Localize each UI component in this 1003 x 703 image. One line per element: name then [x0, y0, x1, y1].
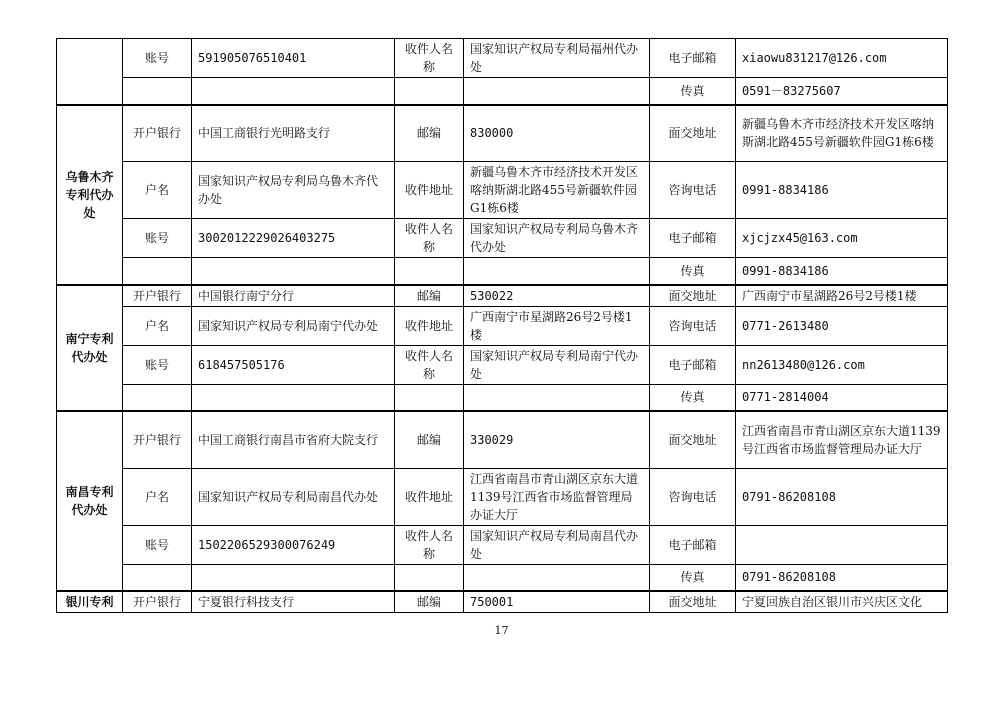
- account-name-value: 国家知识产权局专利局乌鲁木齐代办处: [192, 162, 395, 219]
- recipient-label: 收件人名称: [395, 345, 464, 384]
- bank-label: 开户银行: [123, 591, 192, 613]
- meeting-address-value: 江西省南昌市青山湖区京东大道1139号江西省市场监督管理局办证大厅: [736, 411, 948, 468]
- office-name-nanchang: 南昌专利代办处: [57, 411, 123, 591]
- account-label: 账号: [123, 345, 192, 384]
- postcode-value: 530022: [464, 285, 650, 307]
- empty-cell: [464, 258, 650, 285]
- address-label: 收件地址: [395, 468, 464, 525]
- fax-label: 传真: [650, 564, 736, 591]
- office-cell-fuzhou: [57, 39, 123, 105]
- bank-label: 开户银行: [123, 411, 192, 468]
- email-label: 电子邮箱: [650, 525, 736, 564]
- meeting-address-label: 面交地址: [650, 105, 736, 162]
- fax-value: 0791-86208108: [736, 564, 948, 591]
- bank-label: 开户银行: [123, 105, 192, 162]
- recipient-label: 收件人名称: [395, 525, 464, 564]
- meeting-address-label: 面交地址: [650, 411, 736, 468]
- table-row: [57, 345, 948, 384]
- office-name-yinchuan: 银川专利: [57, 591, 123, 613]
- bank-value: 中国银行南宁分行: [192, 285, 395, 307]
- fax-value: 0591－83275607: [736, 78, 948, 105]
- address-value: 新疆乌鲁木齐市经济技术开发区喀纳斯湖北路455号新疆软件园G1栋6楼: [464, 162, 650, 219]
- empty-cell: [395, 384, 464, 411]
- postcode-value: 330029: [464, 411, 650, 468]
- account-value: 618457505176: [192, 345, 395, 384]
- account-value: 3002012229026403275: [192, 219, 395, 258]
- meeting-address-label: 面交地址: [650, 285, 736, 307]
- empty-cell: [192, 564, 395, 591]
- email-value: xiaowu831217@126.com: [736, 39, 948, 78]
- table-row: [57, 384, 948, 411]
- phone-value: 0991-8834186: [736, 162, 948, 219]
- empty-cell: [395, 564, 464, 591]
- table-row: [57, 219, 948, 258]
- account-label: 账号: [123, 39, 192, 78]
- recipient-value: 国家知识产权局专利局南昌代办处: [464, 525, 650, 564]
- address-value: 江西省南昌市青山湖区京东大道1139号江西省市场监督管理局办证大厅: [464, 468, 650, 525]
- postcode-label: 邮编: [395, 411, 464, 468]
- phone-value: 0771-2613480: [736, 306, 948, 345]
- meeting-address-label: 面交地址: [650, 591, 736, 613]
- email-value: xjcjzx45@163.com: [736, 219, 948, 258]
- phone-value: 0791-86208108: [736, 468, 948, 525]
- table-row: [57, 258, 948, 285]
- table-row: [57, 411, 948, 468]
- empty-cell: [192, 384, 395, 411]
- postcode-value: 830000: [464, 105, 650, 162]
- account-name-value: 国家知识产权局专利局南昌代办处: [192, 468, 395, 525]
- table-row: [57, 285, 948, 307]
- bank-label: 开户银行: [123, 285, 192, 307]
- meeting-address-value: 新疆乌鲁木齐市经济技术开发区喀纳斯湖北路455号新疆软件园G1栋6楼: [736, 105, 948, 162]
- recipient-value: 国家知识产权局专利局乌鲁木齐代办处: [464, 219, 650, 258]
- email-value: [736, 525, 948, 564]
- meeting-address-value: 广西南宁市星湖路26号2号楼1楼: [736, 285, 948, 307]
- table-row: [57, 162, 948, 219]
- empty-cell: [192, 258, 395, 285]
- email-value: nn2613480@126.com: [736, 345, 948, 384]
- email-label: 电子邮箱: [650, 39, 736, 78]
- empty-cell: [464, 78, 650, 105]
- empty-cell: [123, 258, 192, 285]
- fax-label: 传真: [650, 78, 736, 105]
- email-label: 电子邮箱: [650, 219, 736, 258]
- table-row: [57, 78, 948, 105]
- empty-cell: [123, 78, 192, 105]
- empty-cell: [123, 564, 192, 591]
- office-name-urumqi: 乌鲁木齐专利代办处: [57, 105, 123, 285]
- empty-cell: [192, 78, 395, 105]
- postcode-value: 750001: [464, 591, 650, 613]
- fax-value: 0771-2814004: [736, 384, 948, 411]
- address-label: 收件地址: [395, 162, 464, 219]
- empty-cell: [395, 258, 464, 285]
- address-value: 广西南宁市星湖路26号2号楼1楼: [464, 306, 650, 345]
- page-number: 17: [494, 624, 509, 637]
- account-value: 591905076510401: [192, 39, 395, 78]
- phone-label: 咨询电话: [650, 162, 736, 219]
- fax-label: 传真: [650, 258, 736, 285]
- fax-label: 传真: [650, 384, 736, 411]
- account-value: 1502206529300076249: [192, 525, 395, 564]
- phone-label: 咨询电话: [650, 468, 736, 525]
- meeting-address-value: 宁夏回族自治区银川市兴庆区文化: [736, 591, 948, 613]
- address-label: 收件地址: [395, 306, 464, 345]
- account-label: 账号: [123, 525, 192, 564]
- table-row: [57, 591, 948, 613]
- account-name-label: 户名: [123, 306, 192, 345]
- account-name-label: 户名: [123, 468, 192, 525]
- empty-cell: [395, 78, 464, 105]
- table-row: [57, 525, 948, 564]
- table-row: [57, 468, 948, 525]
- empty-cell: [123, 384, 192, 411]
- bank-value: 中国工商银行光明路支行: [192, 105, 395, 162]
- account-name-label: 户名: [123, 162, 192, 219]
- recipient-value: 国家知识产权局专利局福州代办处: [464, 39, 650, 78]
- postcode-label: 邮编: [395, 105, 464, 162]
- phone-label: 咨询电话: [650, 306, 736, 345]
- bank-value: 宁夏银行科技支行: [192, 591, 395, 613]
- table-row: [57, 105, 948, 162]
- table-row: [57, 564, 948, 591]
- bank-value: 中国工商银行南昌市省府大院支行: [192, 411, 395, 468]
- table-row: [57, 39, 948, 78]
- recipient-label: 收件人名称: [395, 39, 464, 78]
- office-name-nanning: 南宁专利代办处: [57, 285, 123, 412]
- account-label: 账号: [123, 219, 192, 258]
- fax-value: 0991-8834186: [736, 258, 948, 285]
- email-label: 电子邮箱: [650, 345, 736, 384]
- recipient-label: 收件人名称: [395, 219, 464, 258]
- postcode-label: 邮编: [395, 285, 464, 307]
- recipient-value: 国家知识产权局专利局南宁代办处: [464, 345, 650, 384]
- account-name-value: 国家知识产权局专利局南宁代办处: [192, 306, 395, 345]
- table-row: [57, 306, 948, 345]
- postcode-label: 邮编: [395, 591, 464, 613]
- patent-office-table: [56, 38, 948, 613]
- empty-cell: [464, 564, 650, 591]
- empty-cell: [464, 384, 650, 411]
